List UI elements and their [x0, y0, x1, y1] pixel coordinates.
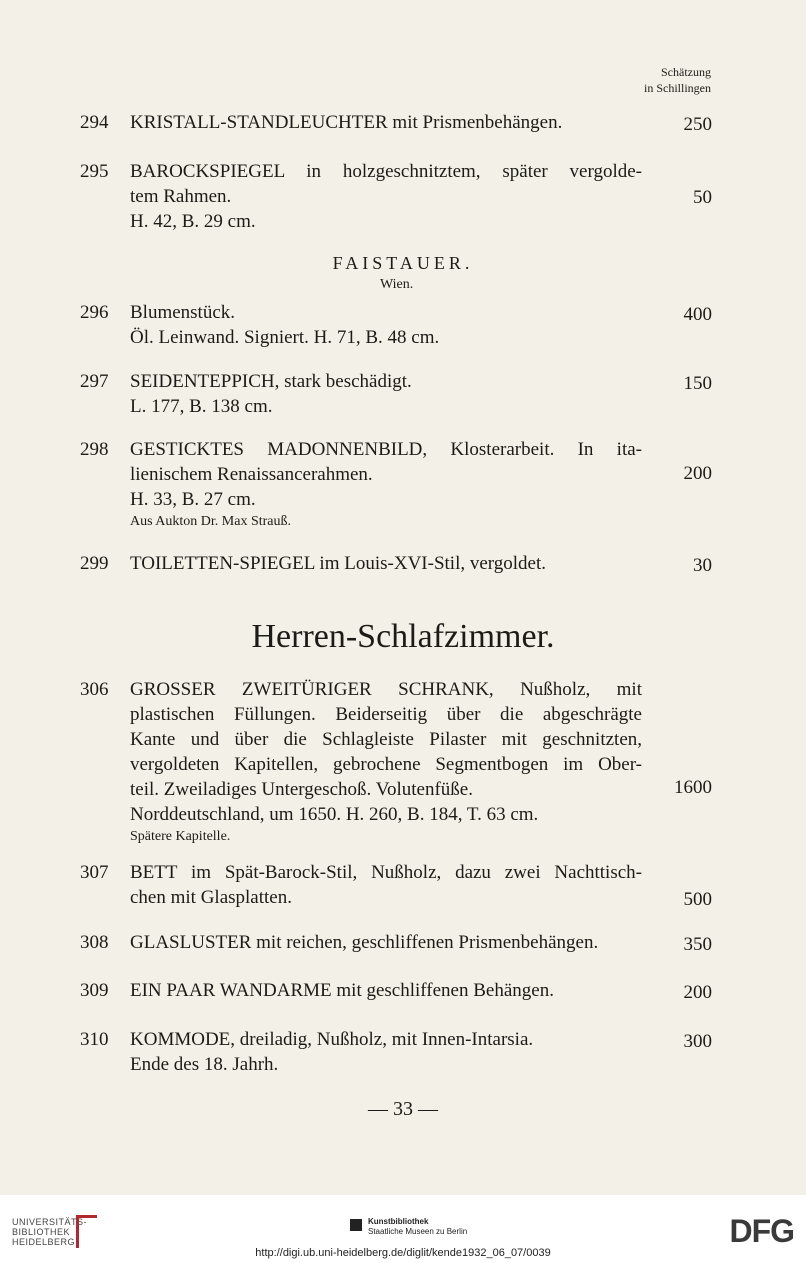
lot-description: GESTICKTES MADONNENBILD, Klosterarbeit. In ita- [130, 439, 642, 460]
lot-description: teil. Zweiladiges Untergeschoß. Volutenfüße. [130, 779, 473, 800]
lot-description: BETT im Spät-Barock-Stil, Nußholz, dazu zwei Nachttisch- [130, 862, 642, 883]
lot-description: TOILETTEN-SPIEGEL im Louis-XVI-Stil, vergoldet. [130, 553, 547, 574]
lot-296 [80, 300, 712, 350]
lot-dimensions: H. 33, B. 27 cm. [130, 489, 256, 510]
kunstbibliothek-logo [368, 1217, 467, 1237]
digitization-footer [0, 1195, 806, 1263]
lot-number: 299 [80, 553, 109, 574]
lot-provenance: Aus Aukton Dr. Max Strauß. [130, 514, 291, 529]
lot-number: 295 [80, 161, 109, 182]
lot-description: BAROCKSPIEGEL in holzgeschnitztem, später vergolde- [130, 161, 642, 182]
lot-description: KRISTALL-STANDLEUCHTER mit Prismenbehängen. [130, 112, 563, 133]
lot-dimensions: L. 177, B. 138 cm. [130, 396, 273, 417]
lot-description: Kante und über die Schlagleiste Pilaster mit geschnitzten, [130, 729, 642, 750]
lot-number: 309 [80, 980, 109, 1001]
column-header [644, 64, 711, 96]
lot-309 [80, 978, 712, 1003]
source-url[interactable]: http://digi.ub.uni-heidelberg.de/diglit/kende1932_06_07/0039 [255, 1247, 551, 1259]
header-line-2: in Schillingen [644, 81, 711, 95]
lot-price: 350 [683, 934, 712, 955]
section-title: Herren-Schlafzimmer. [251, 618, 555, 655]
lot-price: 400 [683, 304, 712, 325]
lot-price: 150 [683, 373, 712, 394]
lot-number: 310 [80, 1029, 109, 1050]
lot-price: 200 [683, 463, 712, 484]
lot-308 [80, 930, 712, 955]
lot-description: tem Rahmen. [130, 186, 232, 207]
lot-price: 50 [693, 187, 712, 208]
lot-price: 200 [683, 982, 712, 1003]
lot-description: lienischem Renaissancerahmen. [130, 464, 373, 485]
lot-297 [80, 369, 712, 419]
lot-price: 300 [683, 1031, 712, 1052]
lot-dimensions: Öl. Leinwand. Signiert. H. 71, B. 48 cm. [130, 327, 440, 348]
lot-298 [80, 437, 712, 532]
lot-description: KOMMODE, dreiladig, Nußholz, mit Innen-Intarsia. [130, 1029, 534, 1050]
university-line-1: UNIVERSITÄTS- [12, 1217, 88, 1227]
lot-note: Spätere Kapitelle. [130, 829, 231, 844]
lot-307 [80, 860, 712, 910]
lot-description: SEIDENTEPPICH, stark beschädigt. [130, 371, 412, 392]
lot-description: Ende des 18. Jahrh. [130, 1054, 279, 1075]
lot-number: 307 [80, 862, 109, 883]
lot-description: GROSSER ZWEITÜRIGER SCHRANK, Nußholz, mit [130, 679, 642, 700]
lot-number: 308 [80, 932, 109, 953]
lot-price: 1600 [674, 777, 712, 798]
lot-description: chen mit Glasplatten. [130, 887, 292, 908]
dfg-logo: DFG [729, 1213, 794, 1249]
lot-299 [80, 551, 712, 576]
lot-dimensions: Norddeutschland, um 1650. H. 260, B. 184, T. 63 cm. [130, 804, 539, 825]
lot-295 [80, 159, 712, 234]
lot-number: 296 [80, 302, 109, 323]
kunstbib-line-2: Staatliche Museen zu Berlin [368, 1227, 468, 1236]
lot-306 [80, 677, 712, 847]
lot-number: 306 [80, 679, 109, 700]
lot-310 [80, 1027, 712, 1077]
lot-description: Blumenstück. [130, 302, 236, 323]
university-line-3: HEIDELBERG [12, 1237, 76, 1247]
lot-number: 297 [80, 371, 109, 392]
lot-price: 30 [693, 555, 712, 576]
artist-place: Wien. [380, 277, 414, 292]
kunstbib-line-1: Kunstbibliothek [368, 1217, 429, 1226]
page-number: — 33 — [368, 1098, 438, 1120]
header-line-1: Schätzung [661, 65, 711, 79]
lot-price: 500 [683, 889, 712, 910]
lot-number: 298 [80, 439, 109, 460]
kunstbibliothek-icon [350, 1219, 362, 1231]
university-line-2: BIBLIOTHEK [12, 1227, 71, 1237]
lot-description: vergoldeten Kapitellen, gebrochene Segmentbogen im Ober- [130, 754, 642, 775]
lot-description: EIN PAAR WANDARME mit geschliffenen Behängen. [130, 980, 554, 1001]
heidelberg-logo-icon [76, 1215, 97, 1248]
lot-dimensions: H. 42, B. 29 cm. [130, 211, 256, 232]
lot-description: GLASLUSTER mit reichen, geschliffenen Prismenbehängen. [130, 932, 599, 953]
lot-price: 250 [683, 114, 712, 135]
lot-number: 294 [80, 112, 109, 133]
artist-name: FAISTAUER. [332, 253, 474, 273]
lot-294 [80, 110, 712, 135]
lot-description: plastischen Füllungen. Beiderseitig über die abgeschrägte [130, 704, 642, 725]
